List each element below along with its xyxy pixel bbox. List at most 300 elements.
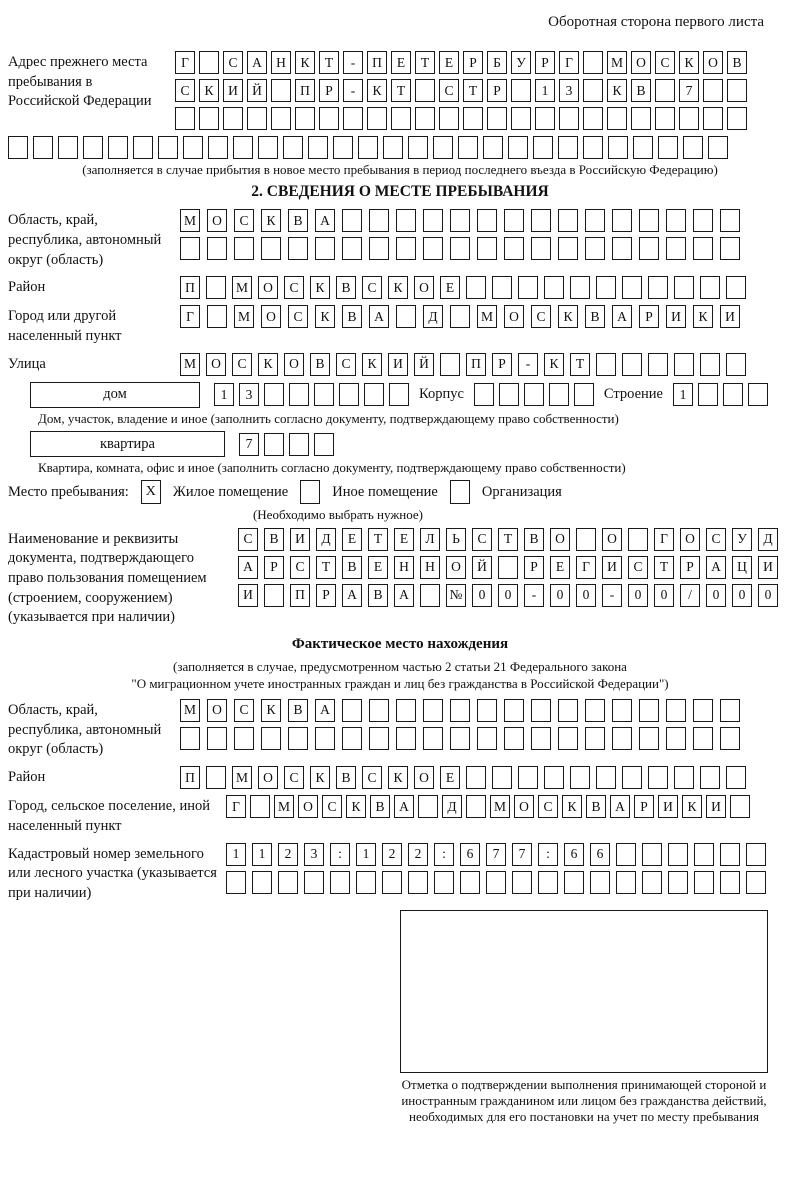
char-box[interactable] [674, 766, 694, 789]
char-box[interactable]: В [288, 209, 308, 232]
char-box[interactable] [585, 727, 605, 750]
char-box[interactable]: И [706, 795, 726, 818]
char-box[interactable] [720, 843, 740, 866]
char-box[interactable]: - [343, 79, 363, 102]
char-box[interactable]: Б [487, 51, 507, 74]
char-box[interactable] [583, 51, 603, 74]
char-box[interactable] [726, 353, 746, 376]
char-box[interactable]: М [180, 353, 200, 376]
char-box[interactable]: С [234, 209, 254, 232]
char-box[interactable] [612, 237, 632, 260]
char-box[interactable] [226, 871, 246, 894]
char-box[interactable] [628, 528, 648, 551]
char-box[interactable] [504, 209, 524, 232]
char-box[interactable] [247, 107, 267, 130]
char-box[interactable] [512, 871, 532, 894]
char-box[interactable] [315, 727, 335, 750]
char-box[interactable]: С [288, 305, 308, 328]
char-box[interactable]: С [336, 353, 356, 376]
char-box[interactable]: К [388, 276, 408, 299]
char-box[interactable]: О [284, 353, 304, 376]
char-box[interactable]: К [693, 305, 713, 328]
char-box[interactable]: И [658, 795, 678, 818]
checkbox-other-premises[interactable] [300, 480, 320, 504]
char-box[interactable]: О [258, 766, 278, 789]
char-box[interactable]: Р [492, 353, 512, 376]
char-box[interactable]: О [514, 795, 534, 818]
char-box[interactable] [288, 237, 308, 260]
char-box[interactable]: Е [440, 766, 460, 789]
char-box[interactable] [726, 276, 746, 299]
char-box[interactable] [33, 136, 53, 159]
char-box[interactable] [531, 699, 551, 722]
char-box[interactable]: М [234, 305, 254, 328]
char-box[interactable] [596, 353, 616, 376]
char-box[interactable]: Д [316, 528, 336, 551]
char-box[interactable]: 0 [550, 584, 570, 607]
checkbox-residential[interactable]: X [141, 480, 161, 504]
char-box[interactable]: И [666, 305, 686, 328]
char-box[interactable] [418, 795, 438, 818]
char-box[interactable] [264, 433, 284, 456]
char-box[interactable] [492, 276, 512, 299]
char-box[interactable] [558, 699, 578, 722]
char-box[interactable] [450, 305, 470, 328]
char-box[interactable]: О [414, 766, 434, 789]
char-box[interactable] [434, 871, 454, 894]
char-box[interactable] [518, 276, 538, 299]
char-box[interactable]: К [261, 209, 281, 232]
char-box[interactable] [271, 79, 291, 102]
char-box[interactable] [700, 353, 720, 376]
char-box[interactable]: О [207, 209, 227, 232]
char-box[interactable] [666, 209, 686, 232]
checkbox-organization[interactable] [450, 480, 470, 504]
char-box[interactable] [612, 699, 632, 722]
char-box[interactable] [206, 276, 226, 299]
char-box[interactable]: Е [394, 528, 414, 551]
char-box[interactable] [616, 843, 636, 866]
char-box[interactable] [504, 237, 524, 260]
char-box[interactable] [727, 107, 747, 130]
char-box[interactable] [183, 136, 203, 159]
char-box[interactable] [504, 727, 524, 750]
char-box[interactable] [642, 843, 662, 866]
char-box[interactable] [258, 136, 278, 159]
char-box[interactable]: А [342, 584, 362, 607]
char-box[interactable] [639, 237, 659, 260]
char-box[interactable]: А [610, 795, 630, 818]
char-box[interactable]: У [732, 528, 752, 551]
char-box[interactable] [694, 843, 714, 866]
char-box[interactable]: С [238, 528, 258, 551]
char-box[interactable]: В [264, 528, 284, 551]
char-box[interactable]: О [631, 51, 651, 74]
char-box[interactable] [590, 871, 610, 894]
char-box[interactable] [415, 107, 435, 130]
char-box[interactable]: С [538, 795, 558, 818]
char-box[interactable] [666, 727, 686, 750]
char-box[interactable] [433, 136, 453, 159]
char-box[interactable] [608, 136, 628, 159]
char-box[interactable]: Г [559, 51, 579, 74]
char-box[interactable]: А [394, 584, 414, 607]
char-box[interactable]: Р [487, 79, 507, 102]
char-box[interactable]: Е [342, 528, 362, 551]
char-box[interactable]: Т [319, 51, 339, 74]
char-box[interactable] [342, 237, 362, 260]
char-box[interactable] [631, 107, 651, 130]
char-box[interactable]: С [175, 79, 195, 102]
char-box[interactable] [703, 107, 723, 130]
char-box[interactable] [596, 766, 616, 789]
char-box[interactable]: Р [639, 305, 659, 328]
char-box[interactable] [648, 276, 668, 299]
char-box[interactable] [440, 353, 460, 376]
char-box[interactable] [727, 79, 747, 102]
char-box[interactable] [460, 871, 480, 894]
char-box[interactable] [396, 237, 416, 260]
char-box[interactable]: 0 [654, 584, 674, 607]
char-box[interactable] [180, 727, 200, 750]
char-box[interactable]: / [680, 584, 700, 607]
char-box[interactable]: А [315, 209, 335, 232]
char-box[interactable]: - [518, 353, 538, 376]
char-box[interactable]: 1 [356, 843, 376, 866]
char-box[interactable]: Т [391, 79, 411, 102]
char-box[interactable]: И [758, 556, 778, 579]
char-box[interactable]: 0 [732, 584, 752, 607]
char-box[interactable] [585, 699, 605, 722]
char-box[interactable]: Е [440, 276, 460, 299]
char-box[interactable] [700, 766, 720, 789]
char-box[interactable]: 1 [214, 383, 234, 406]
char-box[interactable] [720, 699, 740, 722]
char-box[interactable]: М [477, 305, 497, 328]
char-box[interactable]: О [207, 699, 227, 722]
char-box[interactable]: К [607, 79, 627, 102]
char-box[interactable] [720, 209, 740, 232]
char-box[interactable]: О [550, 528, 570, 551]
char-box[interactable]: - [602, 584, 622, 607]
char-box[interactable] [746, 871, 766, 894]
char-box[interactable]: С [531, 305, 551, 328]
char-box[interactable] [504, 699, 524, 722]
char-box[interactable]: 1 [226, 843, 246, 866]
char-box[interactable]: - [343, 51, 363, 74]
char-box[interactable]: М [180, 699, 200, 722]
char-box[interactable]: Р [680, 556, 700, 579]
char-box[interactable]: Р [524, 556, 544, 579]
char-box[interactable] [420, 584, 440, 607]
char-box[interactable]: М [180, 209, 200, 232]
char-box[interactable] [58, 136, 78, 159]
char-box[interactable]: 2 [382, 843, 402, 866]
char-box[interactable]: С [362, 766, 382, 789]
char-box[interactable]: А [238, 556, 258, 579]
char-box[interactable]: П [290, 584, 310, 607]
char-box[interactable]: Р [463, 51, 483, 74]
char-box[interactable] [208, 136, 228, 159]
char-box[interactable] [466, 795, 486, 818]
char-box[interactable]: : [330, 843, 350, 866]
char-box[interactable] [396, 699, 416, 722]
char-box[interactable]: 0 [576, 584, 596, 607]
char-box[interactable]: С [628, 556, 648, 579]
char-box[interactable]: В [368, 584, 388, 607]
char-box[interactable]: М [232, 766, 252, 789]
char-box[interactable] [466, 276, 486, 299]
char-box[interactable] [314, 383, 334, 406]
char-box[interactable]: К [367, 79, 387, 102]
char-box[interactable]: В [310, 353, 330, 376]
char-box[interactable]: 0 [472, 584, 492, 607]
char-box[interactable]: О [298, 795, 318, 818]
char-box[interactable] [693, 699, 713, 722]
char-box[interactable]: К [562, 795, 582, 818]
char-box[interactable] [511, 79, 531, 102]
char-box[interactable] [583, 136, 603, 159]
char-box[interactable]: В [524, 528, 544, 551]
char-box[interactable] [450, 209, 470, 232]
char-box[interactable]: М [490, 795, 510, 818]
char-box[interactable] [549, 383, 569, 406]
char-box[interactable] [674, 276, 694, 299]
char-box[interactable]: В [342, 305, 362, 328]
char-box[interactable] [544, 766, 564, 789]
char-box[interactable] [206, 766, 226, 789]
char-box[interactable] [369, 237, 389, 260]
char-box[interactable]: К [310, 766, 330, 789]
char-box[interactable]: 6 [564, 843, 584, 866]
char-box[interactable] [585, 209, 605, 232]
char-box[interactable] [271, 107, 291, 130]
char-box[interactable]: 0 [706, 584, 726, 607]
char-box[interactable]: 2 [278, 843, 298, 866]
char-box[interactable]: А [369, 305, 389, 328]
char-box[interactable] [330, 871, 350, 894]
char-box[interactable] [693, 727, 713, 750]
char-box[interactable] [612, 727, 632, 750]
char-box[interactable]: Е [368, 556, 388, 579]
char-box[interactable] [633, 136, 653, 159]
char-box[interactable] [622, 276, 642, 299]
char-box[interactable] [531, 209, 551, 232]
char-box[interactable]: К [261, 699, 281, 722]
char-box[interactable] [558, 209, 578, 232]
char-box[interactable] [439, 107, 459, 130]
char-box[interactable] [723, 383, 743, 406]
char-box[interactable]: К [544, 353, 564, 376]
char-box[interactable]: О [602, 528, 622, 551]
char-box[interactable] [558, 136, 578, 159]
char-box[interactable]: Т [316, 556, 336, 579]
char-box[interactable] [720, 871, 740, 894]
apartment-type-box[interactable]: квартира [30, 431, 225, 457]
char-box[interactable] [389, 383, 409, 406]
char-box[interactable]: Е [439, 51, 459, 74]
char-box[interactable] [234, 727, 254, 750]
char-box[interactable] [283, 136, 303, 159]
char-box[interactable] [693, 237, 713, 260]
char-box[interactable]: Р [264, 556, 284, 579]
char-box[interactable] [369, 209, 389, 232]
char-box[interactable]: Й [472, 556, 492, 579]
char-box[interactable]: 7 [679, 79, 699, 102]
char-box[interactable]: 3 [304, 843, 324, 866]
char-box[interactable] [538, 871, 558, 894]
char-box[interactable] [616, 871, 636, 894]
char-box[interactable]: Н [394, 556, 414, 579]
char-box[interactable] [694, 871, 714, 894]
char-box[interactable] [288, 727, 308, 750]
char-box[interactable] [679, 107, 699, 130]
char-box[interactable]: А [394, 795, 414, 818]
char-box[interactable]: К [682, 795, 702, 818]
char-box[interactable] [367, 107, 387, 130]
char-box[interactable]: : [434, 843, 454, 866]
char-box[interactable] [423, 727, 443, 750]
char-box[interactable] [639, 209, 659, 232]
char-box[interactable] [463, 107, 483, 130]
char-box[interactable]: В [586, 795, 606, 818]
char-box[interactable]: С [322, 795, 342, 818]
char-box[interactable]: П [180, 766, 200, 789]
char-box[interactable] [720, 237, 740, 260]
char-box[interactable]: Г [576, 556, 596, 579]
char-box[interactable] [487, 107, 507, 130]
char-box[interactable] [642, 871, 662, 894]
char-box[interactable] [450, 237, 470, 260]
char-box[interactable] [396, 727, 416, 750]
char-box[interactable] [342, 727, 362, 750]
char-box[interactable] [199, 107, 219, 130]
char-box[interactable]: Н [420, 556, 440, 579]
char-box[interactable]: И [720, 305, 740, 328]
char-box[interactable] [531, 237, 551, 260]
char-box[interactable]: О [446, 556, 466, 579]
char-box[interactable] [415, 79, 435, 102]
char-box[interactable] [364, 383, 384, 406]
char-box[interactable] [233, 136, 253, 159]
char-box[interactable]: С [362, 276, 382, 299]
char-box[interactable] [108, 136, 128, 159]
char-box[interactable] [612, 209, 632, 232]
char-box[interactable]: 7 [512, 843, 532, 866]
char-box[interactable]: К [558, 305, 578, 328]
char-box[interactable] [396, 209, 416, 232]
char-box[interactable]: С [223, 51, 243, 74]
char-box[interactable] [499, 383, 519, 406]
char-box[interactable] [655, 79, 675, 102]
char-box[interactable]: О [414, 276, 434, 299]
char-box[interactable] [544, 276, 564, 299]
char-box[interactable]: Н [271, 51, 291, 74]
char-box[interactable]: А [247, 51, 267, 74]
char-box[interactable]: Е [550, 556, 570, 579]
char-box[interactable]: С [284, 276, 304, 299]
char-box[interactable]: К [310, 276, 330, 299]
char-box[interactable]: У [511, 51, 531, 74]
char-box[interactable]: Ц [732, 556, 752, 579]
char-box[interactable] [477, 209, 497, 232]
char-box[interactable]: И [238, 584, 258, 607]
char-box[interactable]: О [680, 528, 700, 551]
char-box[interactable] [639, 727, 659, 750]
char-box[interactable] [558, 727, 578, 750]
char-box[interactable] [570, 766, 590, 789]
char-box[interactable] [450, 727, 470, 750]
char-box[interactable]: О [703, 51, 723, 74]
char-box[interactable] [474, 383, 494, 406]
char-box[interactable] [264, 383, 284, 406]
char-box[interactable]: 1 [252, 843, 272, 866]
char-box[interactable] [607, 107, 627, 130]
char-box[interactable] [746, 843, 766, 866]
char-box[interactable] [342, 699, 362, 722]
char-box[interactable]: В [727, 51, 747, 74]
char-box[interactable]: С [290, 556, 310, 579]
char-box[interactable] [518, 766, 538, 789]
char-box[interactable]: С [232, 353, 252, 376]
char-box[interactable]: 3 [239, 383, 259, 406]
char-box[interactable]: Р [535, 51, 555, 74]
char-box[interactable]: 2 [408, 843, 428, 866]
char-box[interactable] [622, 353, 642, 376]
char-box[interactable] [720, 727, 740, 750]
char-box[interactable]: К [258, 353, 278, 376]
char-box[interactable]: А [612, 305, 632, 328]
char-box[interactable] [423, 699, 443, 722]
char-box[interactable]: А [315, 699, 335, 722]
char-box[interactable]: В [370, 795, 390, 818]
char-box[interactable]: П [180, 276, 200, 299]
char-box[interactable] [708, 136, 728, 159]
char-box[interactable] [250, 795, 270, 818]
char-box[interactable]: Г [175, 51, 195, 74]
char-box[interactable] [278, 871, 298, 894]
char-box[interactable] [343, 107, 363, 130]
char-box[interactable]: Т [368, 528, 388, 551]
char-box[interactable] [668, 871, 688, 894]
char-box[interactable] [574, 383, 594, 406]
char-box[interactable]: С [439, 79, 459, 102]
char-box[interactable]: К [346, 795, 366, 818]
char-box[interactable] [486, 871, 506, 894]
char-box[interactable] [207, 727, 227, 750]
char-box[interactable]: В [336, 766, 356, 789]
char-box[interactable]: О [258, 276, 278, 299]
char-box[interactable]: 3 [559, 79, 579, 102]
char-box[interactable] [576, 528, 596, 551]
char-box[interactable] [583, 107, 603, 130]
char-box[interactable]: № [446, 584, 466, 607]
char-box[interactable]: Г [654, 528, 674, 551]
char-box[interactable] [458, 136, 478, 159]
char-box[interactable]: О [206, 353, 226, 376]
char-box[interactable]: К [295, 51, 315, 74]
char-box[interactable] [648, 353, 668, 376]
char-box[interactable]: П [295, 79, 315, 102]
char-box[interactable] [570, 276, 590, 299]
char-box[interactable] [477, 699, 497, 722]
char-box[interactable] [508, 136, 528, 159]
char-box[interactable]: О [261, 305, 281, 328]
char-box[interactable]: С [472, 528, 492, 551]
char-box[interactable] [295, 107, 315, 130]
char-box[interactable]: К [388, 766, 408, 789]
char-box[interactable] [333, 136, 353, 159]
